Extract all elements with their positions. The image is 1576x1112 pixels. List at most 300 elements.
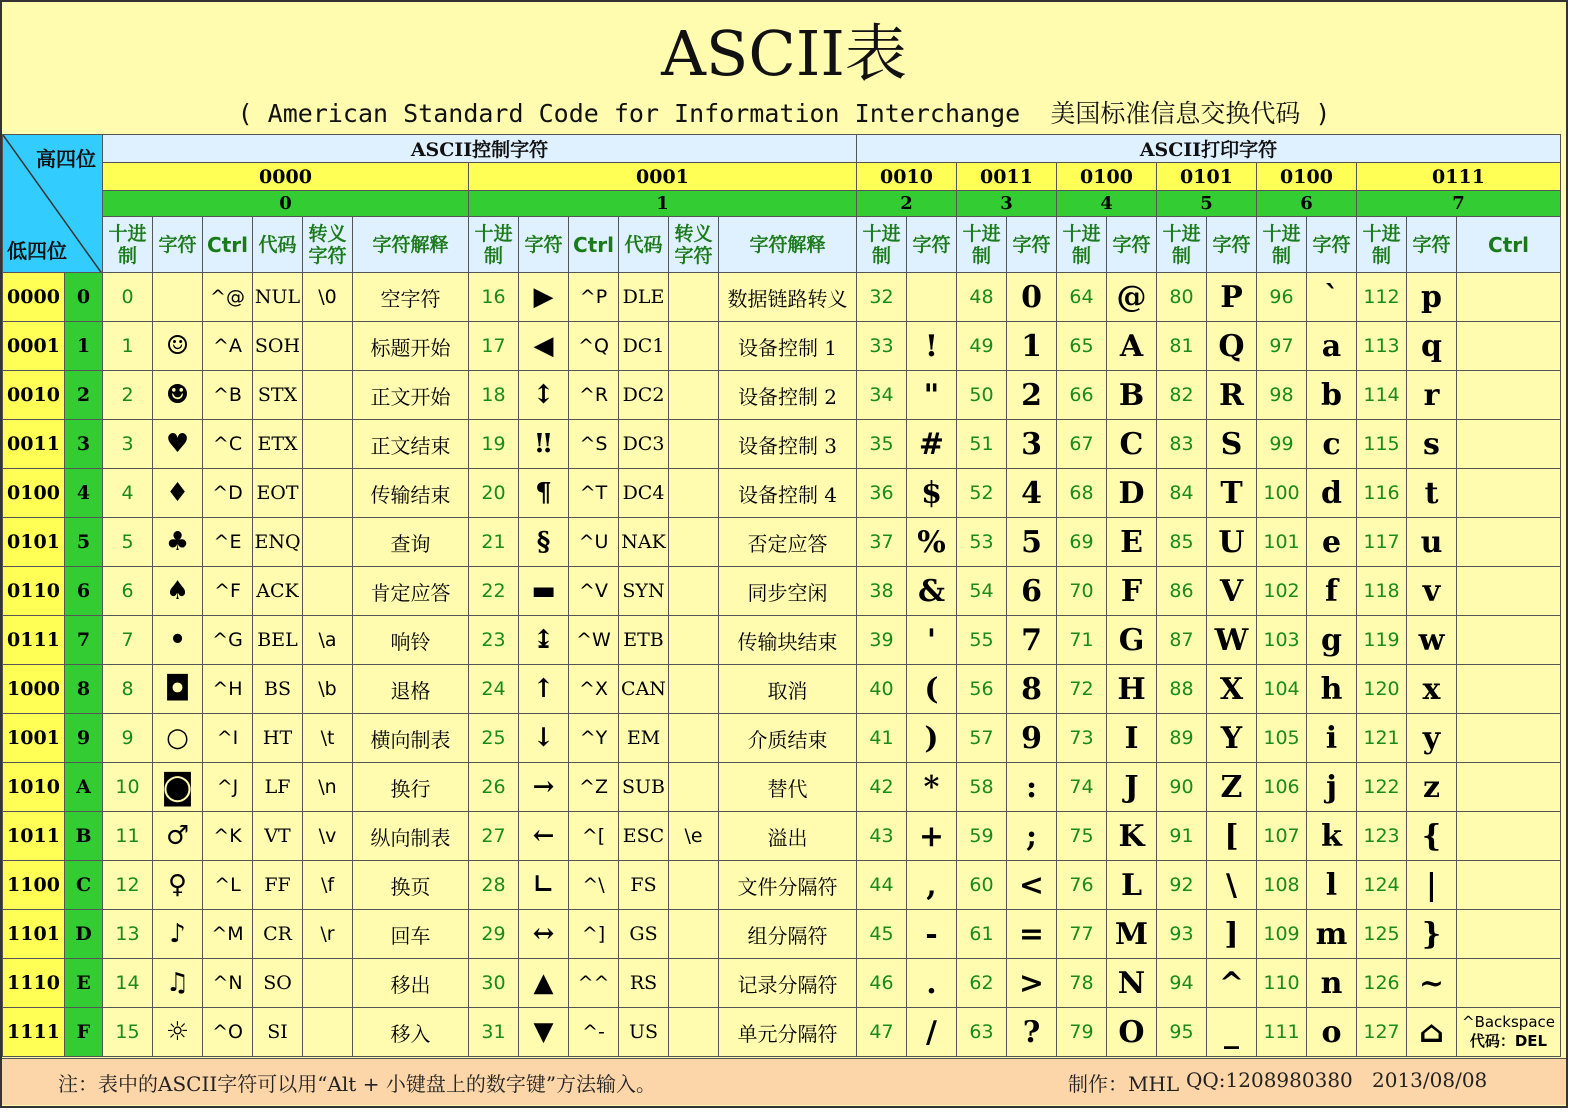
char-cell: B — [1107, 371, 1157, 420]
low-hex-cell: F — [65, 1008, 103, 1057]
dec-cell: 26 — [469, 763, 519, 812]
char-cell: K — [1107, 812, 1157, 861]
char-cell: ♣ — [153, 518, 203, 567]
dec-cell: 81 — [1157, 322, 1207, 371]
low-hex-cell: D — [65, 910, 103, 959]
escape-cell: \r — [303, 910, 353, 959]
dec-cell: 94 — [1157, 959, 1207, 1008]
low-bits-cell: 0100 — [3, 469, 65, 518]
char-cell: ) — [907, 714, 957, 763]
char-cell: ] — [1207, 910, 1257, 959]
char-cell: ▲ — [519, 959, 569, 1008]
dec-cell: 103 — [1257, 616, 1307, 665]
dec-cell: 71 — [1057, 616, 1107, 665]
dec-cell: 126 — [1357, 959, 1407, 1008]
high-hex-header: 5 — [1157, 191, 1257, 217]
char-cell: 1 — [1007, 322, 1057, 371]
char-cell: ♂ — [153, 812, 203, 861]
ctrl-cell — [1457, 861, 1561, 910]
dec-cell: 72 — [1057, 665, 1107, 714]
table-row — [3, 371, 1561, 420]
dec-cell: 28 — [469, 861, 519, 910]
dec-cell: 92 — [1157, 861, 1207, 910]
dec-cell: 46 — [857, 959, 907, 1008]
low-hex-cell: B — [65, 812, 103, 861]
char-cell: H — [1107, 665, 1157, 714]
dec-cell: 56 — [957, 665, 1007, 714]
dec-cell: 6 — [103, 567, 153, 616]
desc-cell: 回车 — [353, 910, 469, 959]
table-row — [3, 812, 1561, 861]
dec-cell: 27 — [469, 812, 519, 861]
char-cell: ☺ — [153, 322, 203, 371]
char-cell: k — [1307, 812, 1357, 861]
desc-cell: 组分隔符 — [719, 910, 857, 959]
dec-cell: 41 — [857, 714, 907, 763]
dec-cell: 25 — [469, 714, 519, 763]
char-cell: ☻ — [153, 371, 203, 420]
char-cell: 9 — [1007, 714, 1057, 763]
char-cell: ( — [907, 665, 957, 714]
low-bits-cell: 0000 — [3, 273, 65, 322]
code-cell: LF — [253, 763, 303, 812]
dec-cell: 108 — [1257, 861, 1307, 910]
ctrl-cell — [1457, 910, 1561, 959]
dec-cell: 18 — [469, 371, 519, 420]
char-cell: { — [1407, 812, 1457, 861]
dec-cell: 19 — [469, 420, 519, 469]
desc-cell: 记录分隔符 — [719, 959, 857, 1008]
char-cell: O — [1107, 1008, 1157, 1057]
char-cell: ↓ — [519, 714, 569, 763]
dec-cell: 121 — [1357, 714, 1407, 763]
desc-cell: 设备控制 3 — [719, 420, 857, 469]
ctrl-cell: ^R — [569, 371, 619, 420]
char-cell: J — [1107, 763, 1157, 812]
high-bits-header: 0101 — [1157, 163, 1257, 191]
col-header-desc: 字符解释 — [719, 217, 857, 273]
desc-cell: 肯定应答 — [353, 567, 469, 616]
dec-cell: 112 — [1357, 273, 1407, 322]
char-cell: / — [907, 1008, 957, 1057]
ctrl-cell — [1457, 518, 1561, 567]
low-hex-cell: 7 — [65, 616, 103, 665]
dec-cell: 12 — [103, 861, 153, 910]
dec-cell: 76 — [1057, 861, 1107, 910]
col-header-dec: 十进制 — [957, 217, 1007, 273]
ctrl-cell: ^K — [203, 812, 253, 861]
low-hex-cell: 3 — [65, 420, 103, 469]
code-cell: HT — [253, 714, 303, 763]
col-header-char: 字符 — [907, 217, 957, 273]
dec-cell: 1 — [103, 322, 153, 371]
char-cell: 2 — [1007, 371, 1057, 420]
dec-cell: 85 — [1157, 518, 1207, 567]
ctrl-cell — [1457, 567, 1561, 616]
escape-cell: \v — [303, 812, 353, 861]
char-cell: R — [1207, 371, 1257, 420]
dec-cell: 120 — [1357, 665, 1407, 714]
dec-cell: 68 — [1057, 469, 1107, 518]
ctrl-cell — [1457, 371, 1561, 420]
corner-high-label: 高四位 — [36, 147, 96, 171]
code-cell: CR — [253, 910, 303, 959]
dec-cell: 101 — [1257, 518, 1307, 567]
dec-cell: 9 — [103, 714, 153, 763]
dec-cell: 17 — [469, 322, 519, 371]
code-cell: ESC — [619, 812, 669, 861]
dec-cell: 114 — [1357, 371, 1407, 420]
char-cell: I — [1107, 714, 1157, 763]
code-cell: DC4 — [619, 469, 669, 518]
col-header-char: 字符 — [1107, 217, 1157, 273]
dec-cell: 82 — [1157, 371, 1207, 420]
dec-cell: 11 — [103, 812, 153, 861]
col-header-char: 字符 — [153, 217, 203, 273]
char-cell: D — [1107, 469, 1157, 518]
dec-cell: 36 — [857, 469, 907, 518]
dec-cell: 109 — [1257, 910, 1307, 959]
low-hex-cell: 6 — [65, 567, 103, 616]
char-cell: ○ — [153, 714, 203, 763]
dec-cell: 64 — [1057, 273, 1107, 322]
char-cell: = — [1007, 910, 1057, 959]
char-cell: Z — [1207, 763, 1257, 812]
desc-cell: 响铃 — [353, 616, 469, 665]
code-cell: EM — [619, 714, 669, 763]
dec-cell: 117 — [1357, 518, 1407, 567]
table-row — [3, 469, 1561, 518]
escape-cell — [303, 959, 353, 1008]
dec-cell: 80 — [1157, 273, 1207, 322]
table-row — [3, 763, 1561, 812]
dec-cell: 24 — [469, 665, 519, 714]
ctrl-cell: ^Z — [569, 763, 619, 812]
char-cell: ⌂ — [1407, 1008, 1457, 1057]
dec-cell: 8 — [103, 665, 153, 714]
dec-cell: 116 — [1357, 469, 1407, 518]
char-cell: Q — [1207, 322, 1257, 371]
escape-cell — [669, 1008, 719, 1057]
dec-cell: 113 — [1357, 322, 1407, 371]
char-cell: p — [1407, 273, 1457, 322]
dec-cell: 66 — [1057, 371, 1107, 420]
desc-cell: 取消 — [719, 665, 857, 714]
footer-note: 注：表中的ASCII字符可以用“Alt + 小键盘上的数字键”方法输入。 — [58, 1072, 657, 1096]
low-bits-cell: 1100 — [3, 861, 65, 910]
ctrl-cell: ^@ — [203, 273, 253, 322]
char-cell: * — [907, 763, 957, 812]
char-cell: P — [1207, 273, 1257, 322]
char-cell: ‼ — [519, 420, 569, 469]
code-cell: ENQ — [253, 518, 303, 567]
char-cell: ◘ — [153, 665, 203, 714]
escape-cell — [303, 469, 353, 518]
dec-cell: 67 — [1057, 420, 1107, 469]
char-cell: ◀ — [519, 322, 569, 371]
char-cell: ! — [907, 322, 957, 371]
char-cell: ∟ — [519, 861, 569, 910]
escape-cell — [669, 665, 719, 714]
dec-cell: 37 — [857, 518, 907, 567]
escape-cell — [669, 714, 719, 763]
char-cell: n — [1307, 959, 1357, 1008]
ctrl-cell: ^C — [203, 420, 253, 469]
desc-cell: 否定应答 — [719, 518, 857, 567]
char-cell: ; — [1007, 812, 1057, 861]
dec-cell: 58 — [957, 763, 1007, 812]
char-cell: @ — [1107, 273, 1157, 322]
high-hex-header: 1 — [469, 191, 857, 217]
char-cell: i — [1307, 714, 1357, 763]
high-hex-header: 0 — [103, 191, 469, 217]
code-cell: NAK — [619, 518, 669, 567]
col-header-char: 字符 — [1307, 217, 1357, 273]
code-cell: DC3 — [619, 420, 669, 469]
char-cell: , — [907, 861, 957, 910]
low-hex-cell: 4 — [65, 469, 103, 518]
char-cell: : — [1007, 763, 1057, 812]
dec-cell: 90 — [1157, 763, 1207, 812]
col-header-ctrl: Ctrl — [1457, 217, 1561, 273]
low-hex-cell: 1 — [65, 322, 103, 371]
char-cell: t — [1407, 469, 1457, 518]
footer-qq: QQ:1208980380 — [1186, 1068, 1353, 1092]
char-cell: s — [1407, 420, 1457, 469]
del-note-line1: ^Backspace — [1462, 1013, 1555, 1031]
dec-cell: 89 — [1157, 714, 1207, 763]
char-cell: $ — [907, 469, 957, 518]
escape-cell — [303, 1008, 353, 1057]
ctrl-cell — [1457, 420, 1561, 469]
char-cell: m — [1307, 910, 1357, 959]
dec-cell: 84 — [1157, 469, 1207, 518]
dec-cell: 86 — [1157, 567, 1207, 616]
char-cell: → — [519, 763, 569, 812]
page-subtitle: ( American Standard Code for Information Interchange 美国标准信息交换代码 ) — [237, 99, 1331, 128]
escape-cell: \b — [303, 665, 353, 714]
high-bits-header: 0011 — [957, 163, 1057, 191]
dec-cell: 43 — [857, 812, 907, 861]
dec-cell: 51 — [957, 420, 1007, 469]
dec-cell: 34 — [857, 371, 907, 420]
code-cell: DC1 — [619, 322, 669, 371]
dec-cell: 93 — [1157, 910, 1207, 959]
char-cell: a — [1307, 322, 1357, 371]
desc-cell: 传输块结束 — [719, 616, 857, 665]
char-cell: e — [1307, 518, 1357, 567]
code-cell: SYN — [619, 567, 669, 616]
char-cell: \ — [1207, 861, 1257, 910]
char-cell: % — [907, 518, 957, 567]
char-cell: ◙ — [153, 763, 203, 812]
ctrl-cell — [1457, 616, 1561, 665]
escape-cell — [669, 616, 719, 665]
dec-cell: 106 — [1257, 763, 1307, 812]
corner-header — [3, 135, 103, 273]
char-cell: ↑ — [519, 665, 569, 714]
char-cell: # — [907, 420, 957, 469]
code-cell: NUL — [253, 273, 303, 322]
code-cell: ACK — [253, 567, 303, 616]
char-cell: ↨ — [519, 616, 569, 665]
ctrl-cell: ^\ — [569, 861, 619, 910]
dec-cell: 16 — [469, 273, 519, 322]
dec-cell: 7 — [103, 616, 153, 665]
ctrl-cell: ^Q — [569, 322, 619, 371]
desc-cell: 介质结束 — [719, 714, 857, 763]
char-cell: ` — [1307, 273, 1357, 322]
char-cell: f — [1307, 567, 1357, 616]
code-cell: SO — [253, 959, 303, 1008]
ctrl-cell — [1457, 1008, 1561, 1057]
char-cell: 6 — [1007, 567, 1057, 616]
dec-cell: 53 — [957, 518, 1007, 567]
low-bits-cell: 1001 — [3, 714, 65, 763]
char-cell: ▶ — [519, 273, 569, 322]
escape-cell — [669, 518, 719, 567]
dec-cell: 23 — [469, 616, 519, 665]
char-cell: [ — [1207, 812, 1257, 861]
dec-cell: 124 — [1357, 861, 1407, 910]
dec-cell: 102 — [1257, 567, 1307, 616]
char-cell: G — [1107, 616, 1157, 665]
col-header-escape: 转义字符 — [669, 217, 719, 273]
table-row — [3, 518, 1561, 567]
table-row — [3, 616, 1561, 665]
ctrl-cell — [1457, 665, 1561, 714]
page-title: ASCII表 — [661, 17, 907, 90]
dec-cell: 20 — [469, 469, 519, 518]
dec-cell: 44 — [857, 861, 907, 910]
high-hex-header: 2 — [857, 191, 957, 217]
low-hex-cell: E — [65, 959, 103, 1008]
escape-cell — [303, 371, 353, 420]
code-cell: DLE — [619, 273, 669, 322]
ctrl-cell: ^F — [203, 567, 253, 616]
escape-cell: \f — [303, 861, 353, 910]
dec-cell: 79 — [1057, 1008, 1107, 1057]
char-cell: C — [1107, 420, 1157, 469]
desc-cell: 设备控制 4 — [719, 469, 857, 518]
dec-cell: 122 — [1357, 763, 1407, 812]
char-cell: j — [1307, 763, 1357, 812]
col-header-char: 字符 — [519, 217, 569, 273]
char-cell: x — [1407, 665, 1457, 714]
escape-cell — [669, 322, 719, 371]
dec-cell: 125 — [1357, 910, 1407, 959]
desc-cell: 移出 — [353, 959, 469, 1008]
col-header-dec: 十进制 — [469, 217, 519, 273]
col-header-code: 代码 — [619, 217, 669, 273]
table-row — [3, 910, 1561, 959]
char-cell: V — [1207, 567, 1257, 616]
char-cell: ♪ — [153, 910, 203, 959]
dec-cell: 61 — [957, 910, 1007, 959]
low-bits-cell: 1101 — [3, 910, 65, 959]
col-header-dec: 十进制 — [1057, 217, 1107, 273]
low-bits-cell: 1000 — [3, 665, 65, 714]
escape-cell: \e — [669, 812, 719, 861]
high-hex-header: 7 — [1357, 191, 1561, 217]
char-cell: 3 — [1007, 420, 1057, 469]
char-cell: 0 — [1007, 273, 1057, 322]
dec-cell: 69 — [1057, 518, 1107, 567]
desc-cell: 退格 — [353, 665, 469, 714]
dec-cell: 110 — [1257, 959, 1307, 1008]
dec-cell: 0 — [103, 273, 153, 322]
col-header-dec: 十进制 — [103, 217, 153, 273]
high-hex-header: 3 — [957, 191, 1057, 217]
char-cell: S — [1207, 420, 1257, 469]
escape-cell — [669, 763, 719, 812]
desc-cell: 横向制表 — [353, 714, 469, 763]
dec-cell: 35 — [857, 420, 907, 469]
char-cell: g — [1307, 616, 1357, 665]
char-cell: W — [1207, 616, 1257, 665]
footer — [2, 1058, 1566, 1105]
char-cell: _ — [1207, 1008, 1257, 1057]
char-cell: ↔ — [519, 910, 569, 959]
code-cell: EOT — [253, 469, 303, 518]
char-cell: T — [1207, 469, 1257, 518]
dec-cell: 115 — [1357, 420, 1407, 469]
low-bits-cell: 0111 — [3, 616, 65, 665]
footer-author: 制作：MHL — [1068, 1072, 1180, 1096]
table-row — [3, 959, 1561, 1008]
dec-cell: 123 — [1357, 812, 1407, 861]
ctrl-cell: ^[ — [569, 812, 619, 861]
desc-cell: 文件分隔符 — [719, 861, 857, 910]
char-cell: w — [1407, 616, 1457, 665]
dec-cell: 77 — [1057, 910, 1107, 959]
desc-cell: 溢出 — [719, 812, 857, 861]
char-cell: U — [1207, 518, 1257, 567]
escape-cell — [303, 322, 353, 371]
char-cell: . — [907, 959, 957, 1008]
code-cell: SI — [253, 1008, 303, 1057]
col-header-dec: 十进制 — [1257, 217, 1307, 273]
col-header-ctrl: Ctrl — [569, 217, 619, 273]
desc-cell: 同步空闲 — [719, 567, 857, 616]
low-bits-cell: 0001 — [3, 322, 65, 371]
char-cell: Y — [1207, 714, 1257, 763]
dec-cell: 48 — [957, 273, 1007, 322]
dec-cell: 118 — [1357, 567, 1407, 616]
col-header-code: 代码 — [253, 217, 303, 273]
high-bits-header: 0001 — [469, 163, 857, 191]
low-bits-cell: 1010 — [3, 763, 65, 812]
char-cell: X — [1207, 665, 1257, 714]
col-header-desc: 字符解释 — [353, 217, 469, 273]
code-cell: FS — [619, 861, 669, 910]
col-header-char: 字符 — [1407, 217, 1457, 273]
low-bits-cell: 0010 — [3, 371, 65, 420]
desc-cell: 设备控制 1 — [719, 322, 857, 371]
dec-cell: 32 — [857, 273, 907, 322]
char-cell: z — [1407, 763, 1457, 812]
code-cell: ETX — [253, 420, 303, 469]
ctrl-cell: ^H — [203, 665, 253, 714]
char-cell: A — [1107, 322, 1157, 371]
char-cell: ▼ — [519, 1008, 569, 1057]
char-cell: q — [1407, 322, 1457, 371]
code-cell: SOH — [253, 322, 303, 371]
escape-cell — [669, 959, 719, 1008]
dec-cell: 57 — [957, 714, 1007, 763]
ctrl-cell: ^O — [203, 1008, 253, 1057]
table-row — [3, 322, 1561, 371]
